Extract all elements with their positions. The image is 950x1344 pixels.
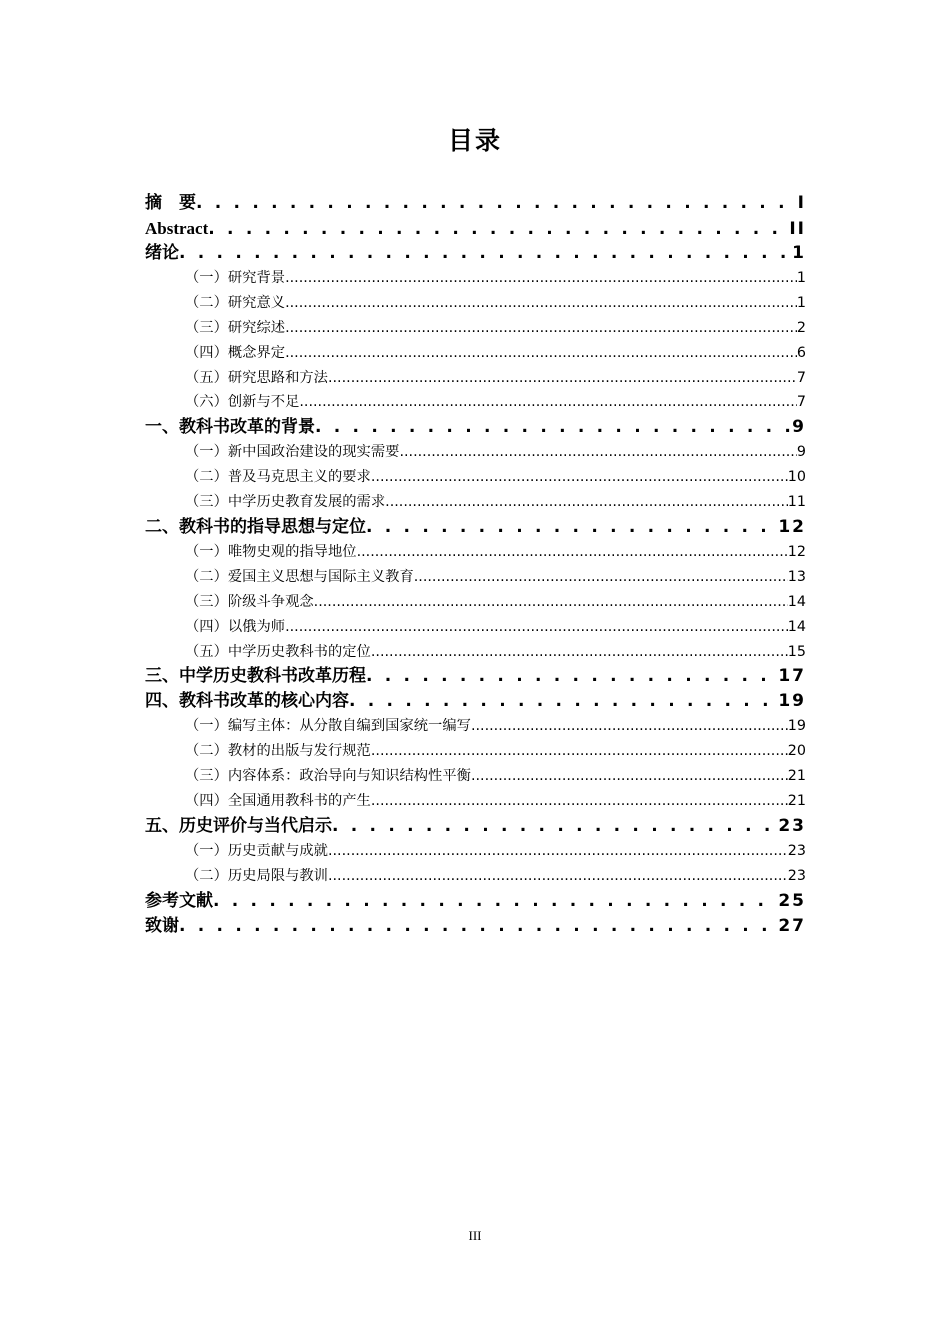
toc-entry-section[interactable] bbox=[145, 440, 806, 465]
toc-entry-label: （三）内容体系：政治导向与知识结构性平衡 bbox=[185, 768, 471, 785]
toc-dot-leader bbox=[285, 341, 797, 366]
toc-entry-chapter[interactable] bbox=[145, 515, 806, 540]
toc-entry-label: 五、历史评价与当代启示 bbox=[145, 816, 332, 837]
toc-entry-chapter[interactable] bbox=[145, 689, 806, 714]
toc-entry-page: 19 bbox=[787, 718, 806, 735]
toc-entry-label: 四、教科书改革的核心内容 bbox=[145, 691, 349, 712]
toc-entry-page: 9 bbox=[792, 417, 806, 438]
toc-entry-label: （三）研究综述 bbox=[185, 319, 286, 336]
toc-entry-page: 6 bbox=[796, 344, 806, 361]
toc-entry-section[interactable] bbox=[145, 341, 806, 366]
toc-dot-leader bbox=[349, 689, 778, 714]
toc-entry-label: （二）历史局限与教训 bbox=[185, 867, 328, 884]
toc-entry-section[interactable] bbox=[145, 590, 806, 615]
toc-entry-section[interactable] bbox=[145, 316, 806, 341]
toc-entry-label: 三、中学历史教科书改革历程 bbox=[145, 666, 366, 687]
toc-entry-label: （一）新中国政治建设的现实需要 bbox=[185, 444, 400, 461]
toc-entry-page: 25 bbox=[778, 890, 806, 911]
toc-entry-chapter[interactable] bbox=[145, 415, 806, 440]
toc-dot-leader bbox=[371, 465, 788, 490]
toc-entry-section[interactable] bbox=[145, 864, 806, 889]
toc-entry-page: 15 bbox=[787, 643, 806, 660]
toc-entry-page: 1 bbox=[792, 243, 806, 263]
toc-entry-section[interactable] bbox=[145, 266, 806, 291]
toc-entry-label: 二、教科书的指导思想与定位 bbox=[145, 517, 366, 538]
toc-entry-section[interactable] bbox=[145, 739, 806, 764]
toc-entry-label: Abstract bbox=[145, 219, 209, 238]
toc-entry-section[interactable] bbox=[145, 465, 806, 490]
toc-dot-leader bbox=[399, 440, 796, 465]
toc-entry-section[interactable] bbox=[145, 640, 806, 665]
toc-dot-leader bbox=[371, 739, 788, 764]
toc-entry-page: 12 bbox=[787, 544, 806, 561]
toc-entry-page: 21 bbox=[787, 768, 806, 785]
toc-entry-page: 10 bbox=[787, 469, 806, 486]
toc-entry-label: （三）阶级斗争观念 bbox=[185, 593, 314, 610]
toc-entry-chapter[interactable] bbox=[145, 889, 806, 914]
toc-entry-label: （一）研究背景 bbox=[185, 270, 286, 286]
page-title: 目录 bbox=[447, 126, 502, 155]
toc-entry-page: 17 bbox=[778, 666, 806, 687]
toc-entry-label: （五）中学历史教科书的定位 bbox=[185, 643, 371, 660]
toc-entry-label: （六）创新与不足 bbox=[185, 394, 300, 411]
toc-entry-chapter[interactable] bbox=[145, 814, 806, 839]
toc-dot-leader bbox=[471, 714, 788, 739]
toc-entry-section[interactable] bbox=[145, 615, 806, 640]
toc-dot-leader bbox=[196, 191, 798, 216]
toc-entry-section[interactable] bbox=[145, 764, 806, 789]
toc-entry-page: 13 bbox=[787, 568, 806, 585]
toc-dot-leader bbox=[179, 914, 778, 939]
toc-dot-leader bbox=[314, 590, 788, 615]
toc-dot-leader bbox=[328, 366, 797, 391]
toc-entry-section[interactable] bbox=[145, 490, 806, 515]
toc-entry-page: 11 bbox=[787, 494, 806, 511]
toc-entry-section[interactable] bbox=[145, 390, 806, 415]
table-of-contents bbox=[145, 191, 806, 939]
toc-entry-page: 20 bbox=[787, 743, 806, 760]
toc-entry-page: 19 bbox=[778, 691, 806, 712]
toc-dot-leader bbox=[179, 241, 792, 266]
toc-entry-label: 参考文献 bbox=[145, 890, 213, 911]
toc-entry-section[interactable] bbox=[145, 291, 806, 316]
toc-entry-chapter[interactable] bbox=[145, 216, 806, 241]
toc-dot-leader bbox=[213, 889, 778, 914]
toc-entry-page: II bbox=[789, 219, 806, 239]
toc-dot-leader bbox=[357, 540, 788, 565]
toc-entry-section[interactable] bbox=[145, 366, 806, 391]
toc-dot-leader bbox=[315, 415, 792, 440]
toc-entry-page: 7 bbox=[796, 394, 806, 411]
toc-entry-label: 一、教科书改革的背景 bbox=[145, 417, 315, 438]
toc-dot-leader bbox=[285, 266, 797, 291]
toc-entry-page: 27 bbox=[778, 915, 806, 936]
toc-dot-leader bbox=[285, 615, 788, 640]
toc-entry-label: （二）研究意义 bbox=[185, 294, 286, 311]
toc-dot-leader bbox=[332, 814, 778, 839]
toc-dot-leader bbox=[366, 664, 778, 689]
toc-entry-label: （四）全国通用教科书的产生 bbox=[185, 793, 371, 810]
toc-entry-page: 1 bbox=[796, 294, 806, 311]
toc-entry-page: 12 bbox=[778, 517, 806, 538]
toc-entry-label: （一）编写主体：从分散自编到国家统一编写 bbox=[185, 718, 471, 735]
toc-entry-section[interactable] bbox=[145, 714, 806, 739]
toc-entry-section[interactable] bbox=[145, 565, 806, 590]
toc-entry-page: 23 bbox=[787, 867, 806, 884]
toc-entry-label: （二）教材的出版与发行规范 bbox=[185, 743, 371, 760]
toc-entry-page: 2 bbox=[796, 319, 806, 336]
toc-entry-section[interactable] bbox=[145, 789, 806, 814]
toc-entry-page: 14 bbox=[787, 618, 806, 635]
toc-dot-leader bbox=[328, 839, 788, 864]
toc-entry-section[interactable] bbox=[145, 540, 806, 565]
toc-dot-leader bbox=[299, 390, 797, 415]
toc-entry-section[interactable] bbox=[145, 839, 806, 864]
toc-dot-leader bbox=[414, 565, 788, 590]
toc-entry-label: （一）唯物史观的指导地位 bbox=[185, 544, 357, 561]
toc-entry-chapter[interactable] bbox=[145, 914, 806, 939]
toc-entry-chapter[interactable] bbox=[145, 664, 806, 689]
toc-entry-label: 致谢 bbox=[145, 915, 179, 936]
toc-entry-chapter[interactable] bbox=[145, 191, 806, 216]
toc-entry-label: （三）中学历史教育发展的需求 bbox=[185, 494, 386, 511]
toc-entry-page: 21 bbox=[787, 793, 806, 810]
page-number: III bbox=[468, 1228, 482, 1243]
toc-entry-label: （五）研究思路和方法 bbox=[185, 369, 328, 386]
toc-dot-leader bbox=[471, 764, 788, 789]
toc-entry-page: 7 bbox=[796, 369, 806, 386]
toc-dot-leader bbox=[366, 515, 778, 540]
toc-entry-page: I bbox=[797, 193, 806, 213]
toc-entry-label: （四）概念界定 bbox=[185, 344, 286, 361]
toc-dot-leader bbox=[371, 789, 788, 814]
toc-entry-page: 1 bbox=[796, 270, 806, 286]
toc-entry-chapter[interactable] bbox=[145, 241, 806, 266]
toc-entry-page: 9 bbox=[796, 444, 806, 461]
toc-dot-leader bbox=[285, 316, 797, 341]
toc-entry-label: （二）爱国主义思想与国际主义教育 bbox=[185, 568, 414, 585]
toc-entry-label: （二）普及马克思主义的要求 bbox=[185, 469, 371, 486]
toc-entry-page: 23 bbox=[778, 816, 806, 837]
toc-entry-page: 14 bbox=[787, 593, 806, 610]
toc-dot-leader bbox=[208, 217, 789, 241]
toc-entry-label: 绪论 bbox=[145, 243, 179, 263]
toc-dot-leader bbox=[385, 490, 788, 515]
toc-entry-label: （一）历史贡献与成就 bbox=[185, 843, 328, 860]
toc-dot-leader bbox=[371, 640, 788, 665]
toc-dot-leader bbox=[328, 864, 788, 889]
toc-entry-label: 摘 要 bbox=[145, 193, 196, 213]
toc-entry-page: 23 bbox=[787, 843, 806, 860]
toc-dot-leader bbox=[285, 291, 797, 316]
toc-entry-label: （四）以俄为师 bbox=[185, 618, 286, 635]
